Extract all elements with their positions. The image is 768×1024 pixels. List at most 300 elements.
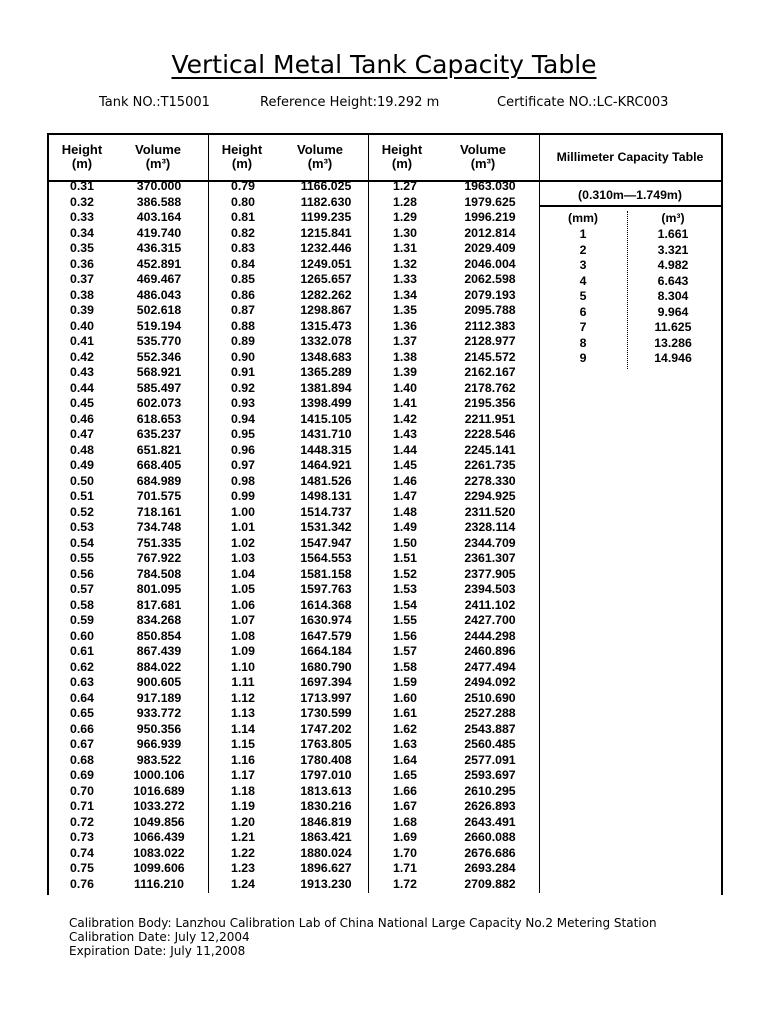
volume-cell: 1099.606 xyxy=(133,861,185,875)
table-row xyxy=(47,272,539,288)
volume-cell: 1182.630 xyxy=(300,194,352,209)
height-cell: 1.16 xyxy=(231,752,255,767)
height-cell: 0.62 xyxy=(70,659,94,674)
height-cell: 1.02 xyxy=(231,535,255,550)
height-cell: 0.37 xyxy=(70,272,94,286)
volume-cell: 2444.298 xyxy=(464,628,516,643)
volume-cell: 1597.763 xyxy=(300,582,352,596)
volume-cell: 436.315 xyxy=(136,241,182,255)
column-header-unit: (m) xyxy=(71,156,93,171)
volume-cell: 486.043 xyxy=(136,287,182,302)
volume-cell: 2660.088 xyxy=(464,830,516,844)
column-header-label: Volume xyxy=(135,142,181,157)
volume-cell: 1464.921 xyxy=(300,458,352,472)
volume-cell: 2128.977 xyxy=(464,334,516,348)
volume-cell: 2477.494 xyxy=(464,659,516,674)
height-cell: 1.50 xyxy=(393,535,417,550)
column-header-label: Volume xyxy=(460,142,506,157)
table-row xyxy=(47,644,539,660)
height-cell: 1.01 xyxy=(231,520,255,534)
mm-value: 3 xyxy=(579,258,587,272)
height-cell: 0.59 xyxy=(70,613,94,627)
height-cell: 0.42 xyxy=(70,349,94,364)
table-row xyxy=(47,288,539,304)
table-row xyxy=(47,489,539,505)
volume-cell: 1996.219 xyxy=(464,210,516,224)
volume-cell: 1531.342 xyxy=(300,520,352,534)
volume-cell: 568.921 xyxy=(136,365,182,379)
volume-cell: 1083.022 xyxy=(133,845,185,860)
volume-cell: 651.821 xyxy=(136,442,182,457)
height-cell: 0.82 xyxy=(231,225,255,240)
height-cell: 1.53 xyxy=(393,582,417,596)
height-cell: 1.40 xyxy=(393,380,417,395)
column-header xyxy=(118,143,198,171)
volume-cell: 701.575 xyxy=(136,489,182,503)
height-cell: 0.39 xyxy=(70,303,94,317)
volume-cell: 1564.553 xyxy=(300,551,352,565)
table-row xyxy=(47,319,539,335)
volume-cell: 1896.627 xyxy=(300,861,352,875)
volume-cell: 1581.158 xyxy=(300,566,352,581)
volume-cell: 684.989 xyxy=(136,473,182,488)
height-cell: 1.14 xyxy=(231,721,255,736)
volume-cell: 1763.805 xyxy=(300,737,352,751)
mm-value: 4 xyxy=(579,273,587,288)
height-cell: 0.96 xyxy=(231,442,255,457)
height-cell: 1.67 xyxy=(393,799,417,813)
mm-value: 9 xyxy=(579,351,587,365)
volume-cell: 817.681 xyxy=(136,597,182,612)
height-cell: 0.65 xyxy=(70,706,94,720)
height-cell: 1.35 xyxy=(393,303,417,317)
volume-cell: 585.497 xyxy=(136,380,182,395)
volume-cell: 1547.947 xyxy=(300,535,352,550)
volume-cell: 2245.141 xyxy=(464,442,516,457)
height-cell: 1.51 xyxy=(393,551,417,565)
volume-cell: 1016.689 xyxy=(133,783,185,798)
height-cell: 0.38 xyxy=(70,287,94,302)
volume-cell: 1298.867 xyxy=(300,303,352,317)
table-row xyxy=(47,474,539,490)
volume-cell: 502.618 xyxy=(136,303,182,317)
height-cell: 1.24 xyxy=(231,876,255,891)
volume-cell: 1166.025 xyxy=(300,179,352,193)
height-cell: 1.27 xyxy=(393,179,417,193)
page-title: Vertical Metal Tank Capacity Table xyxy=(171,50,597,79)
table-row xyxy=(47,675,539,691)
height-cell: 1.32 xyxy=(393,256,417,271)
volume-cell: 2195.356 xyxy=(464,396,516,410)
height-cell: 1.33 xyxy=(393,272,417,286)
height-cell: 0.75 xyxy=(70,861,94,875)
height-cell: 1.20 xyxy=(231,814,255,829)
mm-volume-value: 13.286 xyxy=(654,335,692,350)
height-cell: 1.19 xyxy=(231,799,255,813)
table-row xyxy=(47,706,539,722)
volume-cell: 1498.131 xyxy=(300,489,352,503)
height-cell: 0.66 xyxy=(70,721,94,736)
height-cell: 1.71 xyxy=(393,861,417,875)
mm-volume-value: 4.982 xyxy=(657,258,689,272)
mm-volume-value: 14.946 xyxy=(654,351,692,365)
volume-cell: 1066.439 xyxy=(133,830,185,844)
height-cell: 1.65 xyxy=(393,768,417,782)
column-header xyxy=(42,143,122,171)
volume-cell: 2029.409 xyxy=(464,241,516,255)
height-cell: 0.97 xyxy=(231,458,255,472)
volume-cell: 1963.030 xyxy=(464,179,516,193)
table-row xyxy=(47,691,539,707)
volume-cell: 1797.010 xyxy=(300,768,352,782)
height-cell: 0.48 xyxy=(70,442,94,457)
height-cell: 1.54 xyxy=(393,597,417,612)
height-cell: 0.73 xyxy=(70,830,94,844)
column-header-unit: (m) xyxy=(391,156,413,171)
height-cell: 1.69 xyxy=(393,830,417,844)
volume-cell: 2527.288 xyxy=(464,706,516,720)
volume-cell: 1846.819 xyxy=(300,814,352,829)
volume-cell: 1116.210 xyxy=(134,876,184,891)
volume-cell: 2046.004 xyxy=(464,256,516,271)
mm-volume-value: 6.643 xyxy=(657,273,689,288)
table-row xyxy=(47,768,539,784)
table-row xyxy=(47,877,539,893)
height-cell: 0.71 xyxy=(70,799,94,813)
volume-cell: 2510.690 xyxy=(464,690,516,705)
height-cell: 1.31 xyxy=(393,241,417,255)
table-row xyxy=(47,505,539,521)
height-cell: 1.15 xyxy=(231,737,255,751)
height-cell: 1.18 xyxy=(231,783,255,798)
table-row xyxy=(47,350,539,366)
height-cell: 1.10 xyxy=(231,659,255,674)
volume-cell: 1647.579 xyxy=(300,628,352,643)
volume-cell: 2328.114 xyxy=(464,520,516,534)
volume-cell: 2012.814 xyxy=(464,225,516,240)
mm-volume-value: 1.661 xyxy=(657,227,689,241)
mm-volume-value: 11.625 xyxy=(654,320,692,334)
height-cell: 1.07 xyxy=(231,613,255,627)
volume-cell: 1365.289 xyxy=(300,365,352,379)
volume-cell: 1979.625 xyxy=(464,194,516,209)
column-header-unit: (m) xyxy=(231,156,253,171)
volume-cell: 1913.230 xyxy=(300,876,352,891)
height-cell: 1.61 xyxy=(393,706,417,720)
height-cell: 0.94 xyxy=(231,411,255,426)
height-cell: 1.66 xyxy=(393,783,417,798)
column-header-unit: (m³) xyxy=(145,156,171,171)
height-cell: 1.03 xyxy=(231,551,255,565)
mm-value: 5 xyxy=(579,289,587,303)
table-row xyxy=(47,567,539,583)
height-cell: 1.39 xyxy=(393,365,417,379)
volume-cell: 1199.235 xyxy=(300,210,352,224)
height-cell: 0.35 xyxy=(70,241,94,255)
table-row xyxy=(47,195,539,211)
table-row xyxy=(47,551,539,567)
certificate-number: Certificate NO.:LC-KRC003 xyxy=(497,95,669,110)
height-cell: 0.88 xyxy=(231,318,255,333)
height-cell: 0.46 xyxy=(70,411,94,426)
table-row xyxy=(47,799,539,815)
table-row xyxy=(47,830,539,846)
height-cell: 1.45 xyxy=(393,458,417,472)
height-cell: 0.44 xyxy=(70,380,94,395)
mm-column-header: (mm) xyxy=(567,211,599,225)
volume-cell: 933.772 xyxy=(136,706,182,720)
volume-cell: 2162.167 xyxy=(464,365,516,379)
volume-cell: 1680.790 xyxy=(300,659,352,674)
table-row xyxy=(47,598,539,614)
table-row xyxy=(47,427,539,443)
height-cell: 1.72 xyxy=(393,876,417,891)
volume-cell: 1880.024 xyxy=(300,845,352,860)
volume-cell: 419.740 xyxy=(136,225,182,240)
height-cell: 1.04 xyxy=(231,566,255,581)
volume-cell: 1730.599 xyxy=(300,706,352,720)
table-row xyxy=(47,381,539,397)
table-row xyxy=(47,660,539,676)
height-cell: 0.47 xyxy=(70,427,94,441)
mm-table-title: Millimeter Capacity Table xyxy=(556,150,704,164)
column-header xyxy=(362,143,442,171)
height-cell: 0.90 xyxy=(231,349,255,364)
column-header-label: Height xyxy=(221,142,263,157)
volume-cell: 618.653 xyxy=(136,411,182,426)
volume-cell: 1315.473 xyxy=(300,318,352,333)
table-row xyxy=(47,520,539,536)
height-cell: 0.57 xyxy=(70,582,94,596)
height-cell: 0.92 xyxy=(231,380,255,395)
height-cell: 0.43 xyxy=(70,365,94,379)
volume-cell: 2377.905 xyxy=(464,566,516,581)
height-cell: 1.70 xyxy=(393,845,417,860)
height-cell: 1.49 xyxy=(393,520,417,534)
volume-cell: 1780.408 xyxy=(300,752,352,767)
column-header-label: Height xyxy=(61,142,103,157)
height-cell: 1.06 xyxy=(231,597,255,612)
height-cell: 0.52 xyxy=(70,504,94,519)
height-cell: 0.45 xyxy=(70,396,94,410)
height-cell: 0.69 xyxy=(70,768,94,782)
table-row xyxy=(47,582,539,598)
height-cell: 0.80 xyxy=(231,194,255,209)
table-row xyxy=(47,629,539,645)
height-cell: 0.87 xyxy=(231,303,255,317)
height-cell: 1.22 xyxy=(231,845,255,860)
mm-volume-value: 3.321 xyxy=(657,242,689,257)
volume-cell: 1630.974 xyxy=(300,613,352,627)
height-cell: 1.44 xyxy=(393,442,417,457)
height-cell: 0.49 xyxy=(70,458,94,472)
volume-cell: 2460.896 xyxy=(464,644,516,658)
mm-range: (0.310m—1.749m) xyxy=(578,188,682,202)
volume-cell: 535.770 xyxy=(136,334,182,348)
volume-cell: 469.467 xyxy=(136,272,182,286)
height-cell: 1.63 xyxy=(393,737,417,751)
height-cell: 0.50 xyxy=(70,473,94,488)
mm-value: 7 xyxy=(579,320,587,334)
volume-cell: 1215.841 xyxy=(300,225,352,240)
volume-cell: 1431.710 xyxy=(300,427,352,441)
mm-volume-value: 8.304 xyxy=(657,289,689,303)
volume-cell: 867.439 xyxy=(136,644,182,658)
height-cell: 0.41 xyxy=(70,334,94,348)
height-cell: 1.34 xyxy=(393,287,417,302)
height-cell: 1.43 xyxy=(393,427,417,441)
volume-cell: 2709.882 xyxy=(464,876,516,891)
volume-cell: 718.161 xyxy=(136,504,182,519)
volume-cell: 2610.295 xyxy=(464,783,516,798)
height-cell: 1.36 xyxy=(393,318,417,333)
expiration-date: Expiration Date: July 11,2008 xyxy=(69,944,246,958)
table-row xyxy=(47,226,539,242)
height-cell: 1.59 xyxy=(393,675,417,689)
height-cell: 1.30 xyxy=(393,225,417,240)
volume-cell: 917.189 xyxy=(136,690,182,705)
volume-cell: 403.164 xyxy=(136,210,182,224)
height-cell: 0.89 xyxy=(231,334,255,348)
mm-column-divider xyxy=(627,211,628,369)
height-cell: 0.81 xyxy=(231,210,255,224)
height-cell: 1.46 xyxy=(393,473,417,488)
height-cell: 1.00 xyxy=(231,504,255,519)
volume-cell: 2145.572 xyxy=(464,349,516,364)
volume-cell: 1033.272 xyxy=(133,799,185,813)
footer xyxy=(69,916,657,958)
mm-value: 2 xyxy=(579,242,587,257)
height-cell: 0.76 xyxy=(70,876,94,891)
table-row xyxy=(47,815,539,831)
table-row xyxy=(47,753,539,769)
height-cell: 0.83 xyxy=(231,241,255,255)
volume-cell: 2344.709 xyxy=(464,535,516,550)
volume-cell: 1332.078 xyxy=(300,334,352,348)
height-cell: 1.56 xyxy=(393,628,417,643)
volume-cell: 2095.788 xyxy=(464,303,516,317)
volume-cell: 784.508 xyxy=(136,566,182,581)
volume-cell: 2228.546 xyxy=(464,427,516,441)
volume-cell: 370.000 xyxy=(136,179,182,193)
table-row xyxy=(47,210,539,226)
volume-cell: 1282.262 xyxy=(300,287,352,302)
volume-cell: 834.268 xyxy=(136,613,182,627)
height-cell: 0.34 xyxy=(70,225,94,240)
volume-cell: 1713.997 xyxy=(300,690,352,705)
height-cell: 0.99 xyxy=(231,489,255,503)
table-row xyxy=(47,536,539,552)
height-cell: 0.70 xyxy=(70,783,94,798)
table-row xyxy=(47,365,539,381)
volume-cell: 2626.893 xyxy=(464,799,516,813)
height-cell: 1.28 xyxy=(393,194,417,209)
height-cell: 1.05 xyxy=(231,582,255,596)
mm-volume-value: 9.964 xyxy=(657,304,689,319)
height-cell: 1.60 xyxy=(393,690,417,705)
volume-cell: 668.405 xyxy=(136,458,182,472)
volume-cell: 983.522 xyxy=(136,752,182,767)
volume-cell: 2178.762 xyxy=(464,380,516,395)
height-cell: 1.12 xyxy=(231,690,255,705)
height-cell: 1.52 xyxy=(393,566,417,581)
column-header xyxy=(202,143,282,171)
height-cell: 0.40 xyxy=(70,318,94,333)
height-cell: 1.68 xyxy=(393,814,417,829)
volume-cell: 2062.598 xyxy=(464,272,516,286)
height-cell: 1.09 xyxy=(231,644,255,658)
volume-cell: 2278.330 xyxy=(464,473,516,488)
table-body xyxy=(47,179,539,892)
volume-cell: 552.346 xyxy=(136,349,182,364)
volume-cell: 950.356 xyxy=(136,721,182,736)
volume-cell: 2560.485 xyxy=(464,737,516,751)
volume-cell: 734.748 xyxy=(136,520,182,534)
volume-cell: 1265.657 xyxy=(300,272,352,286)
column-header xyxy=(280,143,360,171)
calibration-date: Calibration Date: July 12,2004 xyxy=(69,930,250,944)
volume-cell: 1813.613 xyxy=(300,783,352,798)
volume-cell: 1514.737 xyxy=(300,504,352,519)
table-row xyxy=(47,784,539,800)
column-divider xyxy=(539,133,540,893)
volume-cell: 452.891 xyxy=(136,256,182,271)
height-cell: 0.36 xyxy=(70,256,94,271)
table-row xyxy=(47,396,539,412)
height-cell: 0.74 xyxy=(70,845,94,860)
height-cell: 1.37 xyxy=(393,334,417,348)
volume-cell: 1448.315 xyxy=(300,442,352,457)
volume-cell: 2112.383 xyxy=(464,318,516,333)
volume-cell: 751.335 xyxy=(136,535,182,550)
height-cell: 1.55 xyxy=(393,613,417,627)
height-cell: 1.23 xyxy=(231,861,255,875)
height-cell: 1.11 xyxy=(231,675,255,689)
height-cell: 0.33 xyxy=(70,210,94,224)
height-cell: 0.60 xyxy=(70,628,94,643)
height-cell: 0.84 xyxy=(231,256,255,271)
volume-cell: 1481.526 xyxy=(300,473,352,488)
height-cell: 0.72 xyxy=(70,814,94,829)
volume-cell: 386.588 xyxy=(136,194,182,209)
volume-cell: 2311.520 xyxy=(464,504,516,519)
table-row xyxy=(47,861,539,877)
column-header-unit: (m³) xyxy=(307,156,333,171)
height-cell: 1.41 xyxy=(393,396,417,410)
volume-cell: 2577.091 xyxy=(464,752,516,767)
height-cell: 0.98 xyxy=(231,473,255,488)
volume-cell: 1697.394 xyxy=(300,675,352,689)
volume-cell: 1398.499 xyxy=(300,396,352,410)
volume-cell: 2294.925 xyxy=(464,489,516,503)
column-header-label: Height xyxy=(381,142,423,157)
volume-cell: 1747.202 xyxy=(300,721,352,736)
volume-cell: 2693.284 xyxy=(464,861,516,875)
reference-height: Reference Height:19.292 m xyxy=(260,95,440,110)
volume-cell: 767.922 xyxy=(136,551,182,565)
table-row xyxy=(47,334,539,350)
volume-cell: 900.605 xyxy=(136,675,182,689)
height-cell: 0.55 xyxy=(70,551,94,565)
column-header-unit: (m³) xyxy=(470,156,496,171)
volume-cell: 519.194 xyxy=(136,318,182,333)
height-cell: 1.13 xyxy=(231,706,255,720)
volume-cell: 2394.503 xyxy=(464,582,516,596)
volume-cell: 635.237 xyxy=(136,427,182,441)
height-cell: 0.68 xyxy=(70,752,94,767)
mm-value: 1 xyxy=(579,227,587,241)
height-cell: 1.17 xyxy=(231,768,255,782)
